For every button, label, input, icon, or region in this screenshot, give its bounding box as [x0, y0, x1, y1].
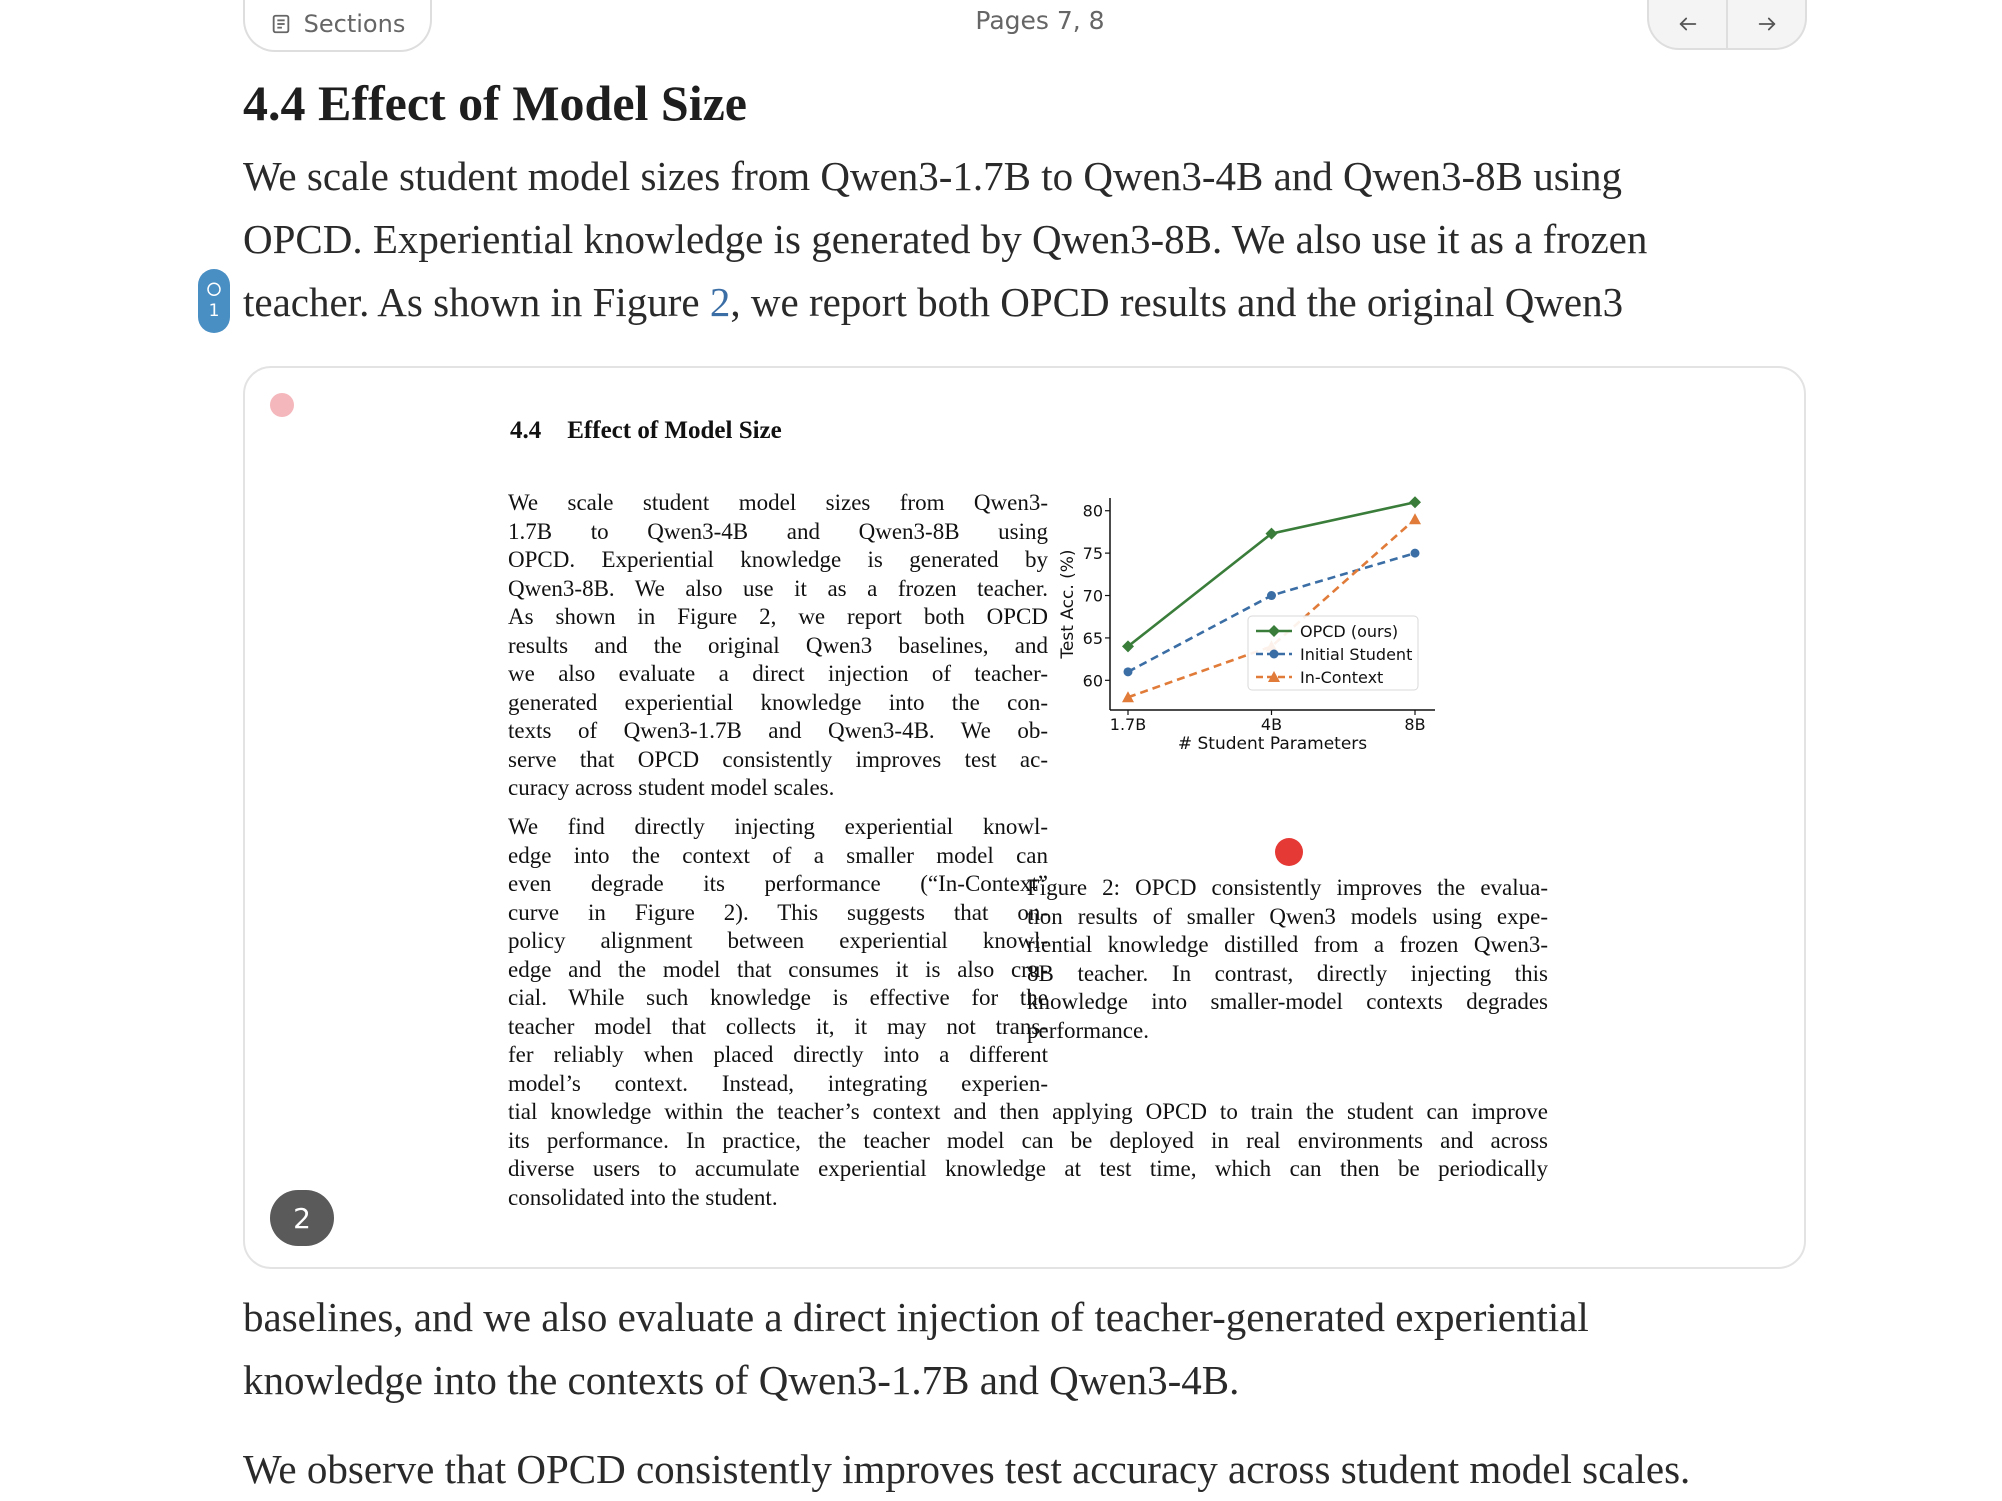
- section-heading: 4.4 Effect of Model Size: [243, 75, 748, 131]
- page-navigation: [1647, 0, 1807, 50]
- text-line: riential knowledge distilled from a frozen Qwen3-: [1027, 932, 1548, 957]
- text-line: We scale student model sizes from Qwen3-1.7B to Qwen3-4B and Qwen3-8B using: [243, 153, 1623, 199]
- paper-section-number: 4.4: [510, 417, 542, 444]
- paper-paragraph-2: [508, 813, 1048, 1098]
- text-line: baselines, and we also evaluate a direct injection of teacher-generated experiential: [243, 1294, 1589, 1340]
- figure-2-chart: [1040, 490, 1550, 800]
- data-point-0-2: [1409, 496, 1421, 508]
- text-line: diverse users to accumulate experiential knowledge at test time, which can then be periodically: [508, 1156, 1548, 1181]
- text-line: tion results of smaller Qwen3 models using expe-: [1027, 903, 1548, 929]
- legend-label-0: OPCD (ours): [1300, 622, 1399, 641]
- legend-label-1: Initial Student: [1300, 645, 1413, 664]
- y-tick-label: 75: [1082, 544, 1103, 564]
- sections-button[interactable]: [243, 0, 432, 52]
- comment-count: 1: [208, 301, 220, 321]
- pdf-page-card: [243, 366, 1806, 1269]
- text-line: edge into the context of a smaller model can: [508, 842, 1048, 868]
- comment-badge[interactable]: [198, 269, 230, 333]
- text-line: serve that OPCD consistently improves test ac-: [508, 746, 1048, 772]
- list-icon: [270, 13, 292, 35]
- arrow-left-icon: [1677, 13, 1699, 35]
- figure-link[interactable]: 2: [709, 279, 731, 325]
- text-line: We find directly injecting experiential knowl-: [508, 814, 1048, 839]
- text-line: performance.: [1027, 1017, 1149, 1043]
- text-line: Qwen3-8B. We also use it as a frozen teacher.: [508, 575, 1048, 601]
- legend-marker-1: [1270, 650, 1279, 659]
- y-tick-label: 70: [1082, 586, 1103, 606]
- y-tick-label: 80: [1082, 501, 1103, 521]
- comment-icon: [205, 281, 223, 299]
- paper-section-title: Effect of Model Size: [567, 417, 782, 444]
- data-point-1-0: [1124, 667, 1133, 676]
- y-tick-label: 60: [1082, 671, 1103, 691]
- text-line: As shown in Figure 2, we report both OPCD: [508, 604, 1048, 629]
- paper-section-heading: [510, 417, 782, 445]
- paragraph-intro: [243, 145, 1647, 334]
- data-point-1-1: [1267, 591, 1276, 600]
- text-line: consolidated into the student.: [508, 1184, 778, 1210]
- text-line: fer reliably when placed directly into a different: [508, 1042, 1048, 1067]
- text-line: Figure 2: OPCD consistently improves the evalua-: [1027, 875, 1548, 900]
- legend-label-2: In-Context: [1300, 668, 1384, 687]
- text-line: We observe that OPCD consistently improves test accuracy across student model scales.: [243, 1446, 1691, 1492]
- text-line: we also evaluate a direct injection of teacher-: [508, 661, 1048, 686]
- paper-paragraph-3: [508, 1098, 1548, 1212]
- sections-label: Sections: [303, 10, 406, 38]
- x-axis-label: # Student Parameters: [1177, 734, 1368, 754]
- arrow-right-icon: [1756, 13, 1778, 35]
- text-fragment: , we report both OPCD results and the original Qwen3: [730, 279, 1624, 325]
- text-line: cial. While such knowledge is effective for the: [508, 985, 1048, 1010]
- page-number-badge: 2: [270, 1190, 334, 1246]
- x-tick-label: 4B: [1260, 715, 1283, 734]
- text-line: policy alignment between experiential knowl-: [508, 928, 1048, 953]
- text-line: We scale student model sizes from Qwen3-: [508, 490, 1048, 515]
- text-line: knowledge into the contexts of Qwen3-1.7B and Qwen3-4B.: [243, 1357, 1240, 1403]
- text-line: even degrade its performance (“In-Context”: [508, 871, 1048, 896]
- text-line: results and the original Qwen3 baselines, and: [508, 632, 1048, 658]
- y-tick-label: 65: [1082, 628, 1103, 648]
- previous-page-button[interactable]: [1649, 0, 1726, 48]
- data-point-1-2: [1411, 549, 1420, 558]
- text-line: 8B teacher. In contrast, directly injecting this: [1027, 960, 1548, 986]
- paragraph-continued: [243, 1286, 1589, 1412]
- x-tick-label: 1.7B: [1109, 715, 1147, 734]
- text-line: [243, 271, 1647, 334]
- x-tick-label: 8B: [1404, 715, 1426, 734]
- text-line: OPCD. Experiential knowledge is generated by: [508, 547, 1048, 572]
- pdf-page-content: [245, 368, 1804, 1267]
- next-page-button[interactable]: [1726, 0, 1805, 48]
- text-line: curve in Figure 2). This suggests that on-: [508, 899, 1048, 925]
- figure-caption: [1027, 874, 1548, 1045]
- annotation-dot[interactable]: [1275, 838, 1303, 866]
- text-line: its performance. In practice, the teacher model can be deployed in real environments and across: [508, 1127, 1548, 1153]
- text-line: OPCD. Experiential knowledge is generated by Qwen3-8B. We also use it as a frozen: [243, 216, 1648, 262]
- y-axis-label: Test Acc. (%): [1058, 549, 1078, 659]
- text-line: curacy across student model scales.: [508, 775, 835, 800]
- text-line: 1.7B to Qwen3-4B and Qwen3-8B using: [508, 518, 1048, 544]
- paragraph-observation: [243, 1438, 1690, 1501]
- text-line: teacher model that collects it, it may not trans-: [508, 1013, 1048, 1039]
- pages-indicator: Pages 7, 8: [975, 6, 1105, 35]
- text-fragment: teacher. As shown in Figure: [243, 279, 710, 325]
- text-line: generated experiential knowledge into the con-: [508, 689, 1048, 715]
- paper-paragraph-1: [508, 489, 1048, 803]
- text-line: tial knowledge within the teacher’s context and then applying OPCD to train the student can improve: [508, 1099, 1548, 1124]
- text-line: texts of Qwen3-1.7B and Qwen3-4B. We ob-: [508, 718, 1048, 743]
- text-line: knowledge into smaller-model contexts degrades: [1027, 989, 1548, 1014]
- text-line: edge and the model that consumes it is also cru-: [508, 956, 1048, 982]
- text-line: model’s context. Instead, integrating experien-: [508, 1070, 1048, 1096]
- data-point-2-2: [1409, 513, 1421, 524]
